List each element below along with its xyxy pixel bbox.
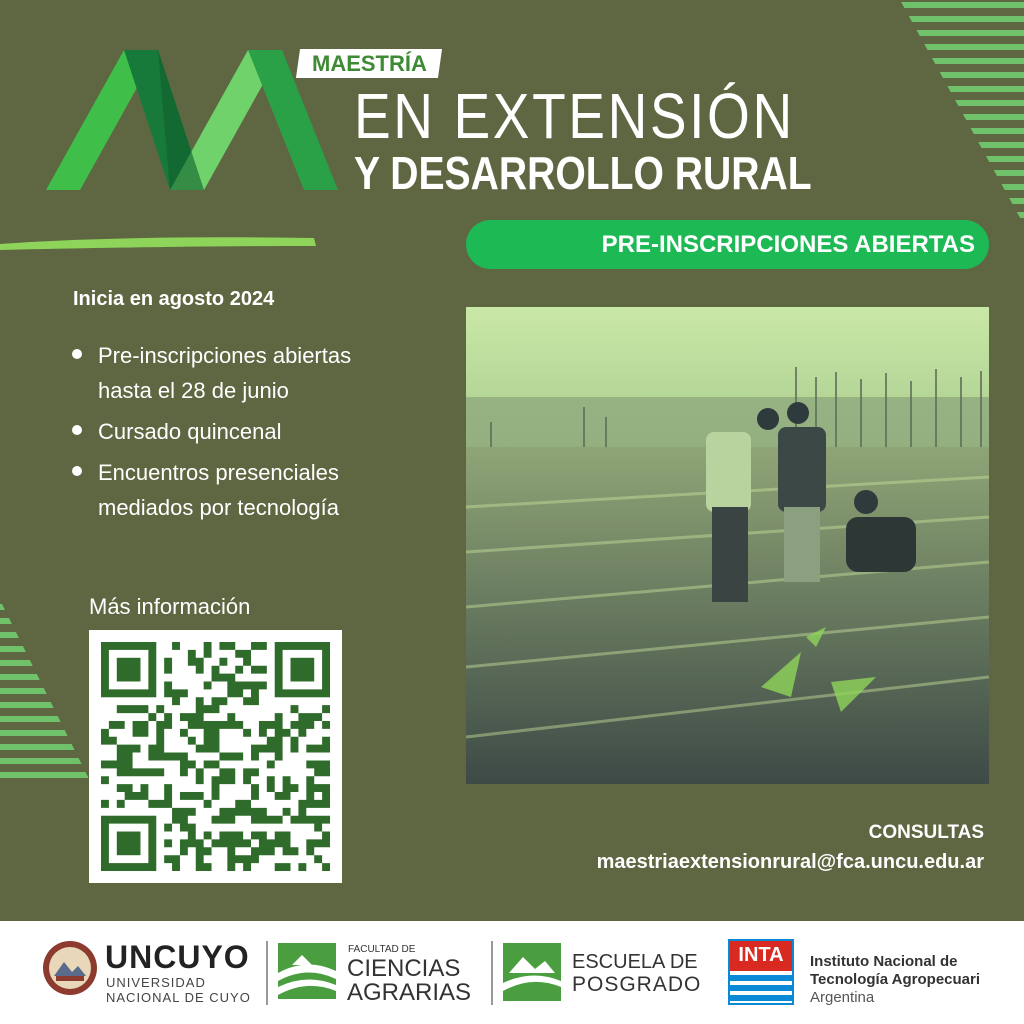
footer-logos <box>0 921 1024 1024</box>
uncuyo-sub2: NACIONAL DE CUYO <box>106 990 251 1005</box>
uncuyo-sub1: UNIVERSIDAD <box>106 975 206 990</box>
uncuyo-seal-icon <box>42 940 98 996</box>
posgrado-logo-icon <box>503 943 561 1001</box>
fca-logo-icon <box>278 943 336 999</box>
program-title-line1: EN EXTENSIÓN <box>354 80 795 152</box>
info-list <box>70 338 410 531</box>
brush-stroke <box>0 232 320 252</box>
divider <box>491 941 493 1005</box>
list-item: Cursado quincenal <box>70 414 410 449</box>
qr-code[interactable] <box>89 630 342 883</box>
list-item: Encuentros presenciales mediados por tecnología <box>70 455 410 525</box>
fca-line2: AGRARIAS <box>347 979 472 1006</box>
inta-line3: Argentina <box>810 989 875 1006</box>
m-logo-icon <box>46 48 340 193</box>
posgrado-line2: POSGRADO <box>572 973 702 996</box>
divider <box>266 941 268 1005</box>
more-info-label: Más información <box>89 594 251 619</box>
fca-small: FACULTAD DE <box>348 944 416 955</box>
contact-label: CONSULTAS <box>868 822 984 843</box>
inta-line2: Tecnología Agropecuari <box>810 971 981 988</box>
field-photo <box>466 307 989 784</box>
list-item: Pre-inscripciones abiertas hasta el 28 de junio <box>70 338 410 408</box>
stripes-top-right <box>880 0 1024 225</box>
program-tag: MAESTRÍA <box>296 49 442 78</box>
stripes-left <box>0 600 92 785</box>
uncuyo-title: UNCUYO <box>105 939 250 975</box>
program-title-line2: Y DESARROLLO RURAL <box>354 147 812 199</box>
posgrado-line1: ESCUELA DE <box>572 951 698 973</box>
inta-line1: Instituto Nacional de <box>810 953 958 970</box>
start-date: Inicia en agosto 2024 <box>73 288 275 310</box>
fca-line1: CIENCIAS <box>347 955 461 982</box>
inta-logo-icon: INTA <box>728 939 794 1005</box>
contact-email[interactable]: maestriaextensionrural@fca.uncu.edu.ar <box>596 851 984 873</box>
preinscription-banner: PRE-INSCRIPCIONES ABIERTAS <box>466 220 989 269</box>
